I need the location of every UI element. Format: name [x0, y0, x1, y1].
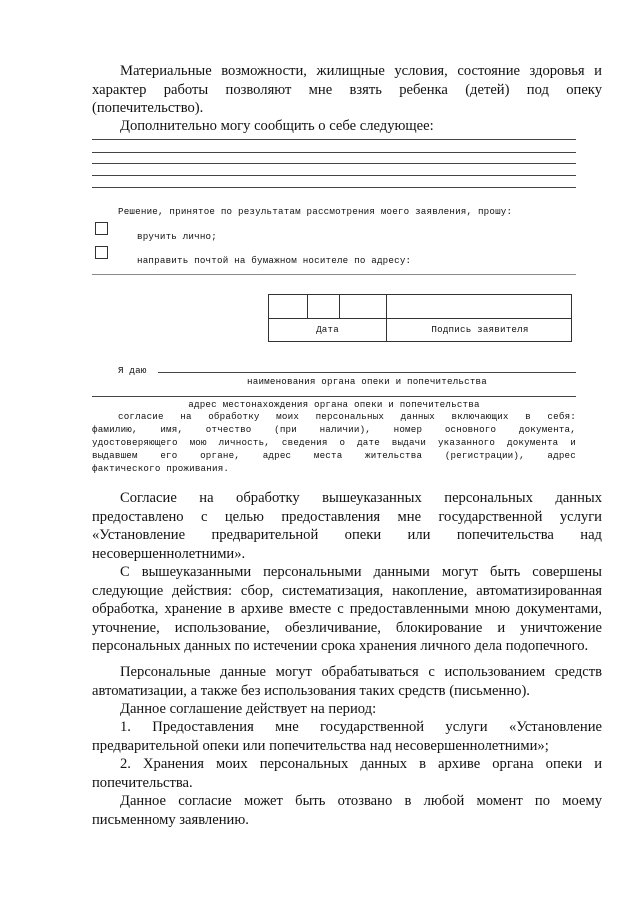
consent-line-4: выдавшем его органе, адрес места жительства (регистрации), адрес	[92, 450, 576, 461]
deliver-in-person-label: вручить лично;	[137, 231, 217, 242]
agreement-period-label: Данное соглашение действует на период:	[120, 701, 377, 717]
authority-caption: наименования органа опеки и попечительства	[247, 376, 487, 387]
blank-line-1[interactable]	[92, 139, 576, 140]
date-cell-divider	[307, 295, 308, 318]
consent-line-5: фактического проживания.	[92, 463, 230, 474]
i-give-label: Я даю	[118, 365, 147, 376]
address-caption: адрес местонахождения органа опеки и попечительства	[188, 399, 480, 410]
consent-purpose-paragraph: Согласие на обработку вышеуказанных персональных данных предоставлено с целью предоставления мне государственной услуги «Установление предварительной опеки или попечительства над несовершеннолетними».	[92, 490, 602, 562]
living-conditions-paragraph: Материальные возможности, жилищные условия, состояние здоровья и характер работы позволяют мне взять ребенка (детей) под опеку (попечительство).	[92, 63, 602, 117]
consent-line-2: фамилию, имя, отчество (при наличии), номер основного документа,	[92, 424, 576, 435]
blank-line-4[interactable]	[92, 175, 576, 176]
consent-line-3: удостоверяющего мою личность, сведения о дате выдачи указанного документа и	[92, 437, 576, 448]
date-label: Дата	[316, 324, 339, 335]
additional-info-label: Дополнительно могу сообщить о себе следующее:	[120, 118, 434, 134]
send-by-mail-label: направить почтой на бумажном носителе по адресу:	[137, 255, 412, 266]
processing-actions-paragraph: С вышеуказанными персональными данными могут быть совершены следующие действия: сбор, систематизация, накопление, автоматизированная обработка, хранение в архиве вместе с предоставленными мною документами, уточнение, использование, обезличивание, блокирование и уничтожение персональных данных по истечении срока хранения личного дела подопечного.	[92, 564, 602, 655]
blank-line-3[interactable]	[92, 163, 576, 164]
period-item-2: 2. Хранения моих персональных данных в архиве органа опеки и попечительства.	[92, 756, 602, 791]
revocation-paragraph: Данное согласие может быть отозвано в любой момент по моему письменному заявлению.	[92, 793, 602, 828]
authority-address-line[interactable]	[92, 396, 576, 397]
period-item-1: 1. Предоставления мне государственной услуги «Установление предварительной опеки или попечительства над несовершеннолетними»;	[92, 719, 602, 754]
blank-line-2[interactable]	[92, 152, 576, 153]
date-signature-box	[268, 294, 572, 342]
processing-methods-paragraph: Персональные данные могут обрабатываться с использованием средств автоматизации, а также без использования таких средств (письменно).	[92, 664, 602, 699]
consent-line-1: согласие на обработку моих персональных данных включающих в себя:	[118, 411, 576, 422]
mail-address-line[interactable]	[92, 274, 576, 275]
label-divider	[269, 318, 571, 319]
decision-intro: Решение, принятое по результатам рассмотрения моего заявления, прошу:	[118, 206, 513, 217]
send-by-mail-checkbox[interactable]	[95, 246, 108, 259]
signature-label: Подпись заявителя	[431, 324, 529, 335]
blank-line-5[interactable]	[92, 187, 576, 188]
deliver-in-person-checkbox[interactable]	[95, 222, 108, 235]
date-cell-divider	[339, 295, 340, 318]
authority-name-line[interactable]	[158, 372, 576, 373]
